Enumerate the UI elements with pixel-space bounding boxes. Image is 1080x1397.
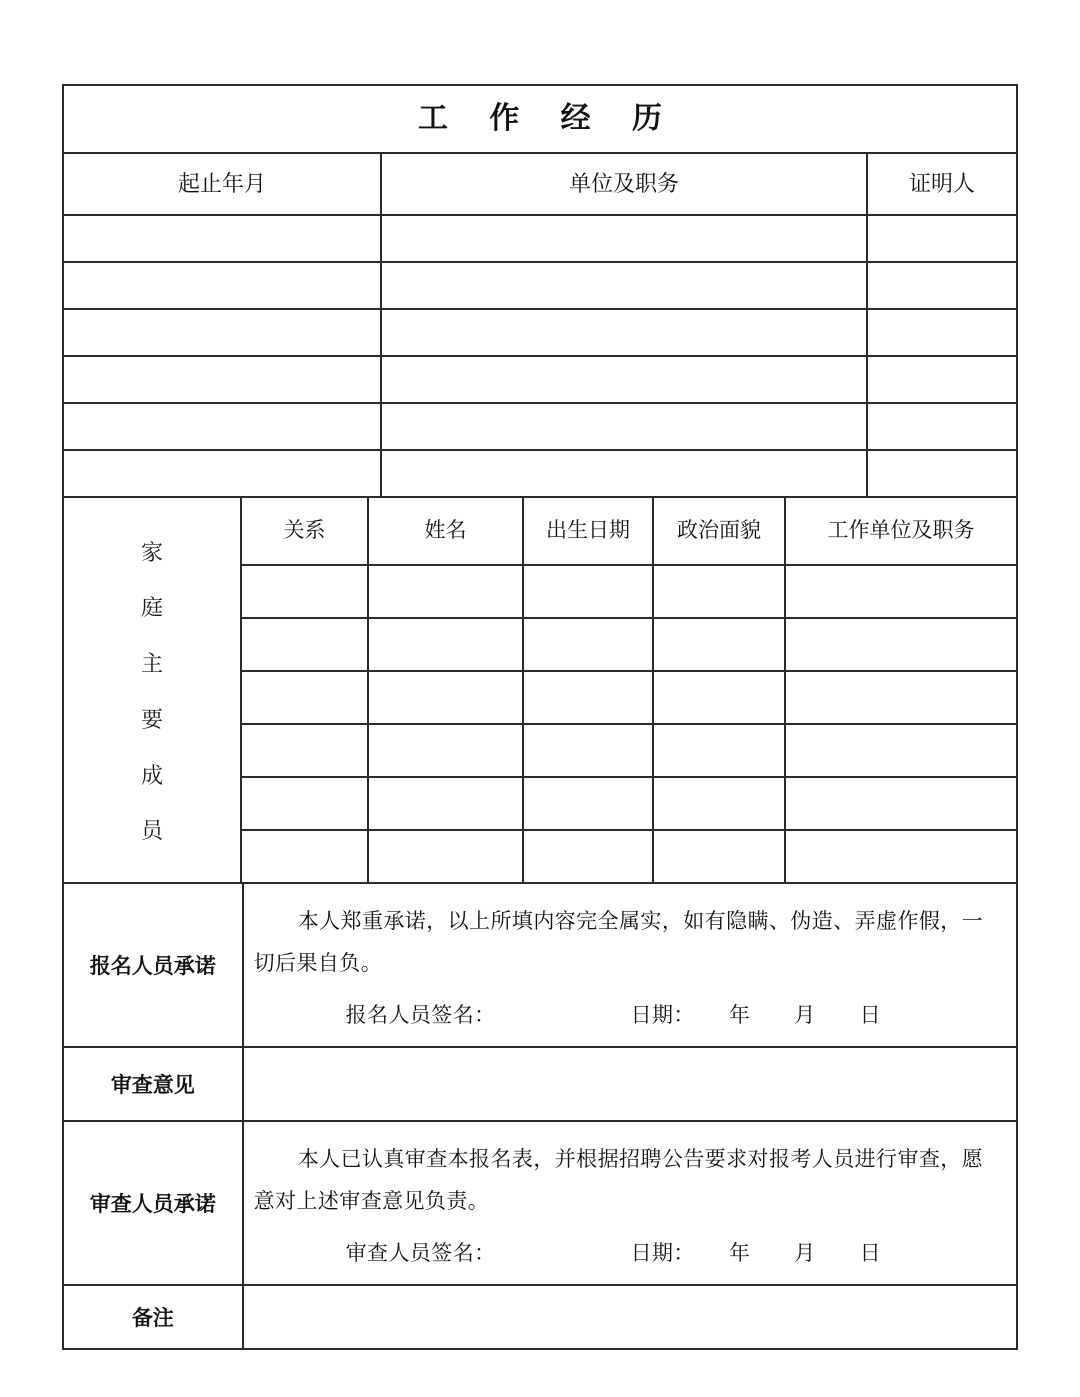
family-cell-relation[interactable]	[242, 672, 369, 725]
work-experience-cell-unit-position[interactable]	[382, 357, 868, 404]
review-opinion-label: 审查意见	[64, 1048, 244, 1122]
work-experience-cell-witness[interactable]	[868, 404, 1016, 451]
family-cell-relation[interactable]	[242, 831, 369, 884]
family-cell-work-unit-position[interactable]	[786, 725, 1016, 778]
applicant-pledge-body	[244, 884, 1016, 1048]
family-cell-birth-date[interactable]	[524, 778, 654, 831]
family-cell-name[interactable]	[369, 778, 524, 831]
applicant-signature-line	[254, 994, 1002, 1036]
family-cell-political-status[interactable]	[654, 566, 786, 619]
family-label-char: 主	[140, 651, 163, 677]
family-cell-birth-date[interactable]	[524, 619, 654, 672]
day-unit-label[interactable]: 日	[859, 1003, 882, 1027]
table-row	[242, 725, 1016, 778]
work-experience-cell-witness[interactable]	[868, 263, 1016, 310]
table-row	[242, 566, 1016, 619]
family-header-birth-date: 出生日期	[524, 498, 654, 566]
family-members-vertical-label	[64, 498, 242, 884]
applicant-pledge-label: 报名人员承诺	[64, 884, 244, 1048]
work-experience-cell-unit-position[interactable]	[382, 216, 868, 263]
reviewer-signature-label[interactable]: 审查人员签名：	[345, 1241, 496, 1265]
family-cell-work-unit-position[interactable]	[786, 672, 1016, 725]
table-row	[64, 263, 1016, 310]
applicant-pledge-row	[64, 884, 1016, 1048]
family-header-name: 姓名	[369, 498, 524, 566]
work-experience-cell-unit-position[interactable]	[382, 404, 868, 451]
family-cell-political-status[interactable]	[654, 725, 786, 778]
work-experience-cell-unit-position[interactable]	[382, 451, 868, 498]
family-cell-birth-date[interactable]	[524, 831, 654, 884]
family-header-political-status: 政治面貌	[654, 498, 786, 566]
table-row	[242, 619, 1016, 672]
work-experience-cell-period[interactable]	[64, 451, 382, 498]
applicant-date-label: 日期：	[630, 1003, 695, 1027]
family-cell-name[interactable]	[369, 619, 524, 672]
applicant-signature-label[interactable]: 报名人员签名：	[345, 1003, 496, 1027]
family-cell-name[interactable]	[369, 672, 524, 725]
family-cell-birth-date[interactable]	[524, 566, 654, 619]
family-label-char: 要	[140, 706, 163, 732]
family-cell-work-unit-position[interactable]	[786, 619, 1016, 672]
table-row	[64, 216, 1016, 263]
work-experience-cell-witness[interactable]	[868, 357, 1016, 404]
reviewer-pledge-label: 审查人员承诺	[64, 1122, 244, 1286]
family-cell-name[interactable]	[369, 725, 524, 778]
reviewer-pledge-text: 本人已认真审查本报名表，并根据招聘公告要求对报考人员进行审查，愿意对上述审查意见负责。	[253, 1147, 984, 1213]
work-experience-header-witness: 证明人	[868, 154, 1016, 216]
family-label-char: 庭	[140, 595, 163, 621]
reviewer-pledge-body	[244, 1122, 1016, 1286]
family-cell-birth-date[interactable]	[524, 725, 654, 778]
family-cell-political-status[interactable]	[654, 778, 786, 831]
work-experience-cell-unit-position[interactable]	[382, 310, 868, 357]
family-cell-work-unit-position[interactable]	[786, 566, 1016, 619]
family-cell-relation[interactable]	[242, 778, 369, 831]
month-unit-label[interactable]: 月	[794, 1003, 816, 1027]
work-experience-cell-period[interactable]	[64, 404, 382, 451]
year-unit-label[interactable]: 年	[728, 1241, 751, 1265]
work-experience-cell-period[interactable]	[64, 357, 382, 404]
work-experience-cell-unit-position[interactable]	[382, 263, 868, 310]
family-members-section	[64, 498, 1016, 884]
family-cell-relation[interactable]	[242, 725, 369, 778]
remarks-label: 备注	[64, 1286, 244, 1348]
family-label-char: 员	[140, 818, 163, 844]
family-cell-name[interactable]	[369, 831, 524, 884]
family-members-table	[242, 498, 1016, 884]
work-experience-cell-period[interactable]	[64, 310, 382, 357]
work-experience-form	[62, 84, 1018, 1350]
table-row	[242, 778, 1016, 831]
family-cell-work-unit-position[interactable]	[786, 831, 1016, 884]
family-label-char: 成	[140, 762, 163, 788]
table-row	[64, 357, 1016, 404]
family-cell-political-status[interactable]	[654, 672, 786, 725]
review-opinion-row	[64, 1048, 1016, 1122]
family-header-relation: 关系	[242, 498, 369, 566]
family-cell-relation[interactable]	[242, 566, 369, 619]
remarks-row	[64, 1286, 1016, 1348]
day-unit-label[interactable]: 日	[859, 1241, 882, 1265]
family-cell-political-status[interactable]	[654, 831, 786, 884]
work-experience-cell-witness[interactable]	[868, 451, 1016, 498]
work-experience-cell-period[interactable]	[64, 216, 382, 263]
year-unit-label[interactable]: 年	[728, 1003, 751, 1027]
work-experience-header-row	[64, 154, 1016, 216]
applicant-pledge-text: 本人郑重承诺，以上所填内容完全属实，如有隐瞒、伪造、弄虚作假，一切后果自负。	[253, 909, 984, 975]
family-cell-relation[interactable]	[242, 619, 369, 672]
table-row	[64, 451, 1016, 498]
table-row	[64, 310, 1016, 357]
page-title: 工 作 经 历	[64, 86, 1016, 154]
work-experience-cell-witness[interactable]	[868, 310, 1016, 357]
family-cell-name[interactable]	[369, 566, 524, 619]
form-title-row	[64, 86, 1016, 154]
family-header-work-unit-position: 工作单位及职务	[786, 498, 1016, 566]
table-row	[242, 672, 1016, 725]
reviewer-pledge-row	[64, 1122, 1016, 1286]
work-experience-cell-period[interactable]	[64, 263, 382, 310]
family-cell-work-unit-position[interactable]	[786, 778, 1016, 831]
family-label-char: 家	[140, 539, 163, 565]
month-unit-label[interactable]: 月	[794, 1241, 816, 1265]
work-experience-cell-witness[interactable]	[868, 216, 1016, 263]
reviewer-date-units	[729, 1232, 881, 1274]
work-experience-header-unit-position: 单位及职务	[382, 154, 868, 216]
table-row	[64, 404, 1016, 451]
remarks-value[interactable]	[244, 1286, 1016, 1348]
family-cell-birth-date[interactable]	[524, 672, 654, 725]
family-header-row	[242, 498, 1016, 566]
review-opinion-value[interactable]	[244, 1048, 1016, 1122]
table-row	[242, 831, 1016, 884]
reviewer-signature-line	[254, 1232, 1002, 1274]
reviewer-date-label: 日期：	[630, 1241, 695, 1265]
work-experience-header-period: 起止年月	[64, 154, 382, 216]
applicant-date-units	[729, 994, 881, 1036]
family-cell-political-status[interactable]	[654, 619, 786, 672]
